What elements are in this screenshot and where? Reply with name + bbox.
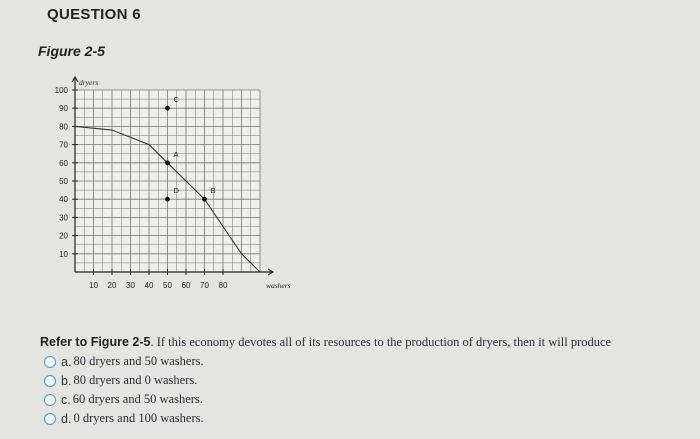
y-tick-label: 20 — [59, 231, 68, 241]
option-text: 0 dryers and 100 washers. — [73, 411, 204, 425]
x-tick-label: 20 — [107, 281, 117, 290]
option-letter: d. — [61, 411, 72, 426]
option-text: 80 dryers and 0 washers. — [73, 373, 198, 387]
option-a[interactable] — [44, 352, 204, 371]
option-letter: a. — [61, 354, 72, 369]
x-tick-label: 10 — [89, 281, 98, 290]
y-tick-label: 60 — [59, 158, 68, 168]
figure-title: Figure 2-5 — [38, 43, 105, 59]
x-tick-label: 30 — [126, 281, 135, 290]
answer-options — [44, 352, 204, 428]
x-tick-label: 40 — [144, 281, 154, 290]
point-label-b: B — [210, 186, 216, 196]
point-label-a: A — [173, 149, 179, 159]
radio-button-a[interactable] — [44, 356, 56, 368]
x-axis-label: washers — [266, 281, 291, 290]
question-title: QUESTION 6 — [47, 6, 141, 23]
option-letter: b. — [61, 373, 72, 388]
x-tick-label: 60 — [181, 281, 191, 290]
figure-reference: Refer to Figure 2-5 — [40, 335, 151, 349]
point-label-d: D — [173, 186, 179, 196]
y-tick-label: 40 — [59, 195, 68, 205]
option-c[interactable] — [44, 390, 204, 409]
radio-button-d[interactable] — [44, 413, 56, 425]
x-tick-label: 70 — [200, 281, 209, 290]
y-tick-label: 10 — [59, 249, 68, 259]
x-tick-label: 80 — [218, 281, 228, 290]
prompt-text: . If this economy devotes all of its resources to the production of dryers, then it will produce — [150, 335, 612, 349]
point-label-c: C — [173, 95, 179, 105]
y-tick-label: 90 — [59, 104, 68, 114]
option-text: 80 dryers and 50 washers. — [73, 354, 204, 368]
y-axis-label: dryers — [79, 78, 99, 87]
radio-button-c[interactable] — [44, 394, 56, 406]
point-c — [165, 106, 170, 111]
y-tick-label: 70 — [59, 140, 68, 150]
y-tick-label: 30 — [59, 213, 68, 223]
option-b[interactable] — [44, 371, 204, 390]
point-a — [165, 160, 170, 165]
option-letter: c. — [61, 392, 71, 407]
y-tick-label: 50 — [59, 177, 68, 186]
option-d[interactable] — [44, 409, 204, 428]
y-tick-label: 80 — [59, 122, 68, 132]
question-prompt — [40, 335, 611, 350]
y-tick-label: 100 — [54, 86, 68, 95]
x-tick-label: 50 — [163, 281, 172, 290]
option-text: 60 dryers and 50 washers. — [72, 392, 203, 406]
point-b — [202, 197, 207, 202]
radio-button-b[interactable] — [44, 375, 56, 387]
point-d — [165, 197, 170, 202]
